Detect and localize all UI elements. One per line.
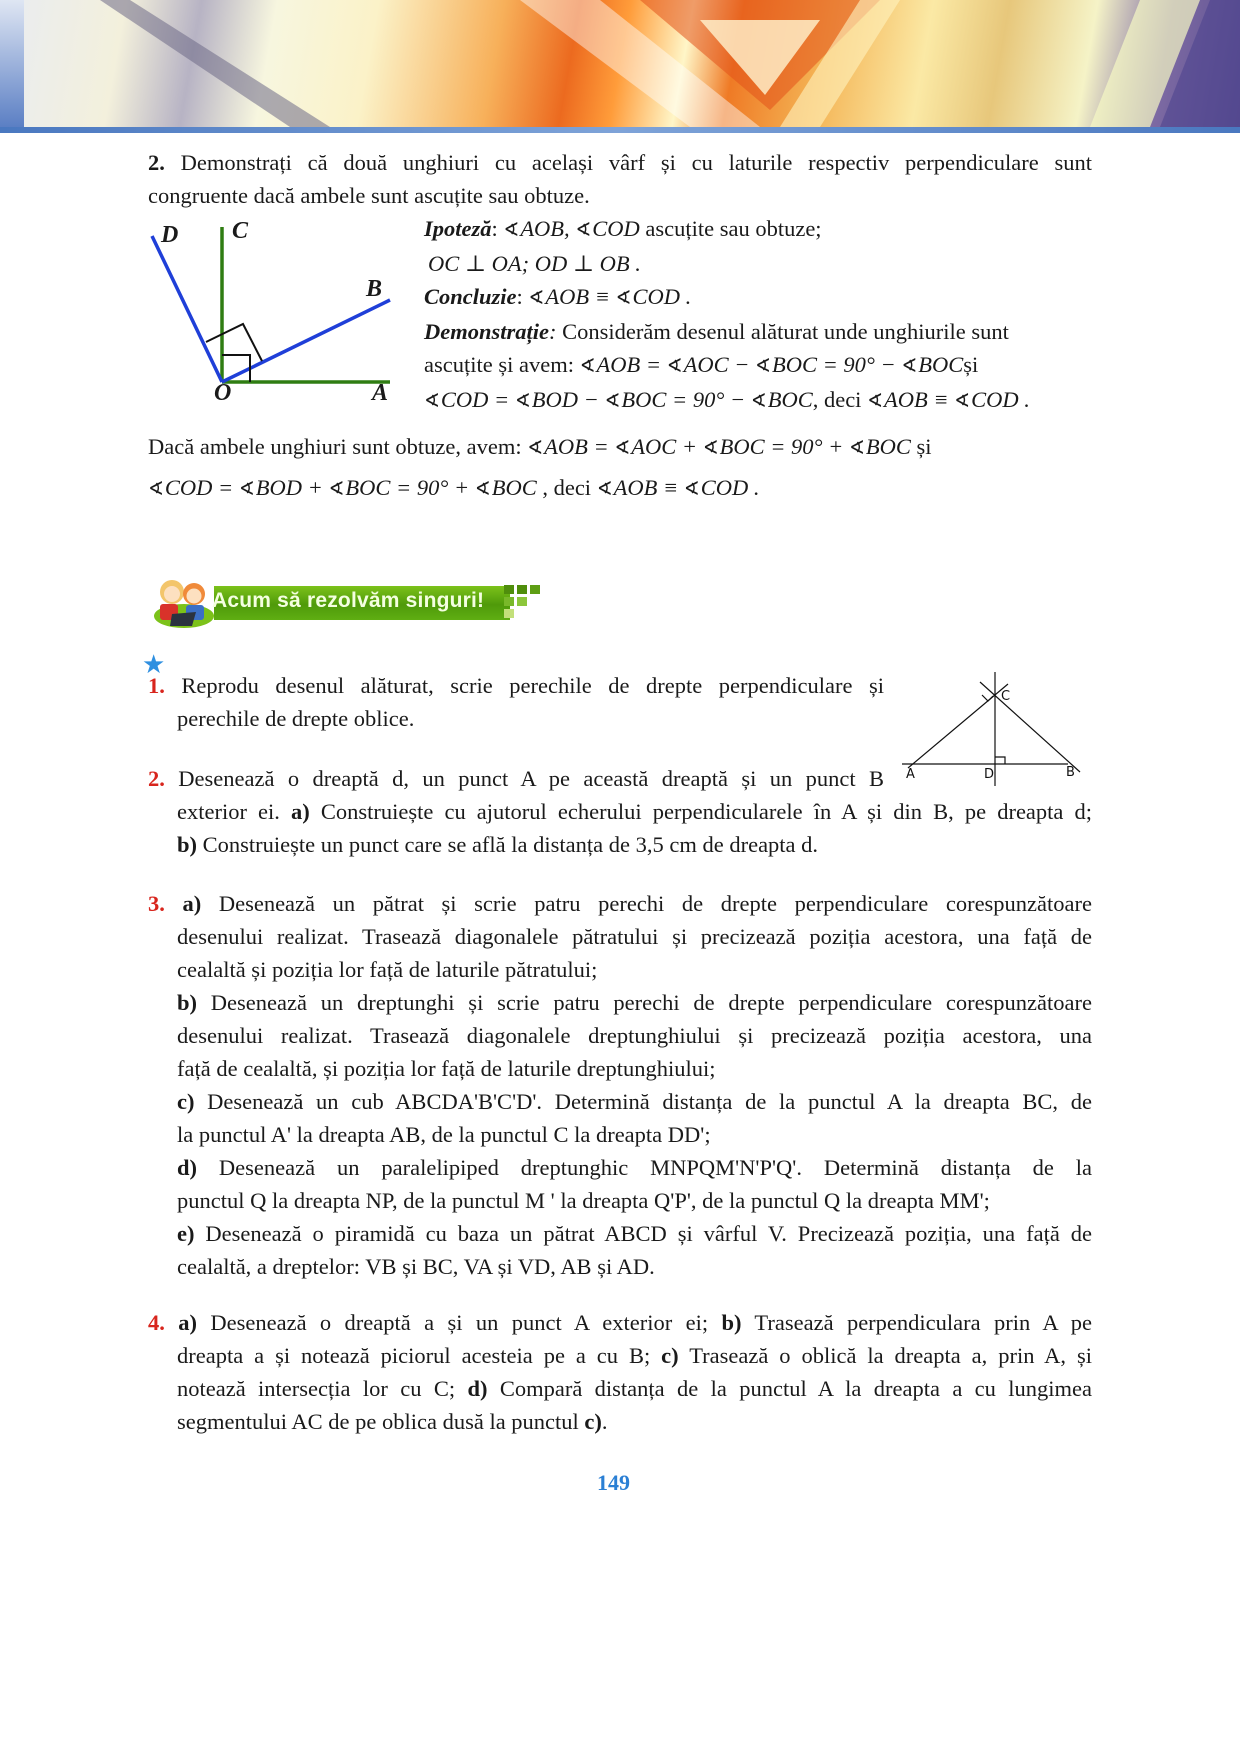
example-number: 2.: [148, 150, 165, 175]
point-label-c: C: [232, 218, 249, 244]
proof-line-2: ascuțite și avem: ∢AOB = ∢AOC − ∢BOC = 90° − ∢BOCși: [424, 352, 979, 377]
header-banner-image: [0, 0, 1240, 127]
banner-left-edge: [0, 0, 24, 127]
obtuse-case: [148, 430, 1092, 506]
svg-text:C: C: [1001, 689, 1011, 704]
example-statement: 2. Demonstrați că două unghiuri cu același vârf și cu laturile respectiv perpendiculare sunt congruente dacă ambele sunt ascuțite sau obtuze.: [148, 150, 1092, 208]
star-icon: ★: [142, 650, 166, 679]
svg-text:A: A: [906, 767, 915, 782]
decor-square: [504, 585, 514, 594]
point-label-o: O: [214, 380, 232, 406]
point-label-d: D: [161, 222, 179, 248]
decor-square: [517, 585, 527, 594]
hypothesis-line: Ipoteză: ∢AOB, ∢COD ascuțite sau obtuze;: [424, 216, 822, 241]
conclusion-line: Concluzie: ∢AOB ≡ ∢COD .: [424, 284, 692, 309]
point-label-b: B: [366, 276, 383, 302]
svg-text:D: D: [984, 767, 995, 782]
decor-square: [504, 609, 514, 618]
banner-bottom-stripe: [0, 127, 1240, 133]
exercise-4: 4. a) Desenează o dreaptă a și un punct A exterior ei; b) Trasează perpendiculara prin A pe dreapta a și notează piciorul acesteia pe a cu B; c) Trasează o oblică la dreapta a, prin A, și notează intersecția lor cu C; d) Compară distanța de la punctul A la dreapta a cu lungimea segmentului AC de pe oblica dusă la punctul c).: [148, 1310, 1093, 1434]
banner-geometric-art: [0, 0, 1240, 127]
page-number: 149: [597, 1470, 630, 1495]
proof-line-1: Demonstrație: Considerăm desenul alăturat unde unghiurile sunt: [424, 319, 1009, 344]
proof-line-3: ∢COD = ∢BOD − ∢BOC = 90° − ∢BOC, deci ∢AOB ≡ ∢COD .: [424, 387, 1030, 412]
decor-square: [504, 597, 514, 606]
exercise-number: 1.: [148, 673, 165, 698]
angles-figure: [140, 210, 440, 420]
obtuse-line-2: ∢COD = ∢BOD + ∢BOC = 90° + ∢BOC , deci ∢AOB ≡ ∢COD .: [148, 475, 760, 500]
exercise-1: 1. Reprodu desenul alăturat, scrie perechile de drepte perpendiculare și perechile de drepte oblice.: [148, 673, 884, 731]
svg-text:B: B: [1066, 765, 1075, 780]
section-banner: [152, 576, 544, 630]
exercise-3: 3. a) Desenează un pătrat și scrie patru perechi de drepte perpendiculare corespunzătoare desenului realizat. Trasează diagonalele pătratului și precizează poziția acestora, una față de cealaltă și poziția lor față de laturile pătratului; b) Desenează un dreptunghi și scrie patru perechi de drepte perpendiculare corespunzătoare desenului realizat. Trasează diagonalele dreptunghiului și precizează poziția acestora, una față de cealaltă, și poziția lor față de laturile dreptunghiului; c) Desenează un cub ABCDA'B'C'D'. Determină distanța de la punctul A la dreapta BC, de la punctul A' la dreapta AB, de la punctul C la dreapta DD'; d) Desenează un paralelipiped dreptunghic MNPQM'N'P'Q'. Determină distanța de la punctul Q la dreapta NP, de la punctul M ' la dreapta Q'P', de la punctul Q la dreapta MM'; e) Desenează o piramidă cu baza un pătrat ABCD și vârful V. Precizează poziția, una față de cealaltă, a dreptelor: VB și BC, VA și VD, AB și AD.: [148, 891, 1093, 1279]
decor-square: [517, 597, 527, 606]
obtuse-line-1: Dacă ambele unghiuri sunt obtuze, avem: ∢AOB = ∢AOC + ∢BOC = 90° + ∢BOC și: [148, 434, 932, 459]
point-label-a: A: [372, 380, 389, 406]
proof-block: [424, 212, 1084, 418]
exercise-2: 2. Desenează o dreaptă d, un punct A pe această dreaptă și un punct B exterior ei. a) Construiește cu ajutorul echerului perpendicularele în A și din B, pe dreapta d; b) Construiește un punct care se află la distanța de 3,5 cm de dreapta d.: [148, 766, 1093, 857]
decor-square: [530, 585, 540, 594]
hypothesis-perpendiculars: OC ⊥ OA; OD ⊥ OB .: [428, 251, 641, 276]
section-banner-label: Acum să rezolvăm singuri!: [212, 589, 485, 612]
